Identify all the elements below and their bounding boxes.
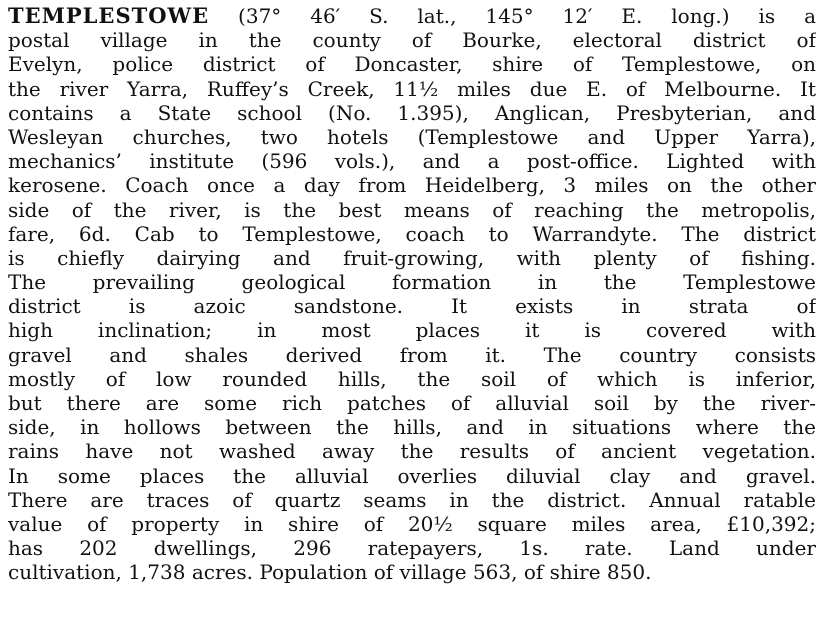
text-line-16: mostly of low rounded hills, the soil of which is inferior, [8, 366, 816, 391]
text-line-22: value of property in shire of 20½ square miles area, £10,392; [8, 511, 816, 536]
text-line-4: the river Yarra, Ruffey’s Creek, 11½ miles due E. of Melbourne. It [8, 76, 816, 101]
text-line-11: is chiefly dairying and fruit-growing, with plenty of fishing. [8, 245, 816, 270]
text-line-18: side, in hollows between the hills, and in situations where the [8, 415, 816, 440]
text-line-17: but there are some rich patches of alluvial soil by the river- [8, 391, 816, 415]
text-line-5: contains a State school (No. 1.395), Anglican, Presbyterian, and [8, 100, 816, 125]
text-line-24: cultivation, 1,738 acres. Population of village 563, of shire 850. [8, 560, 652, 585]
text-line-6: Wesleyan churches, two hotels (Templestowe and Upper Yarra), [8, 124, 816, 149]
text-line-23: has 202 dwellings, 296 ratepayers, 1s. rate. Land under [8, 536, 816, 561]
text-line-1 [8, 4, 816, 28]
text-line-15: gravel and shales derived from it. The country consists [8, 342, 816, 367]
text-line-1-rest: (37° 46′ S. lat., 145° 12′ E. long.) is a [209, 4, 816, 28]
text-line-7: mechanics’ institute (596 vols.), and a post-office. Lighted with [8, 149, 816, 174]
gazetteer-entry [8, 4, 816, 585]
text-line-20: In some places the alluvial overlies diluvial clay and gravel. [8, 463, 816, 488]
text-line-2: postal village in the county of Bourke, electoral district of [8, 28, 816, 53]
text-line-10: fare, 6d. Cab to Templestowe, coach to Warrandyte. The district [8, 221, 816, 246]
text-line-19: rains have not washed away the results of ancient vegetation. [8, 439, 816, 464]
text-line-12: The prevailing geological formation in the Templestowe [8, 270, 816, 295]
text-line-9: side of the river, is the best means of reaching the metropolis, [8, 197, 816, 222]
text-line-21: There are traces of quartz seams in the district. Annual ratable [8, 487, 816, 512]
text-line-8: kerosene. Coach once a day from Heidelberg, 3 miles on the other [8, 173, 816, 198]
text-line-14: high inclination; in most places it is covered with [8, 318, 816, 343]
text-line-3: Evelyn, police district of Doncaster, shire of Templestowe, on [8, 52, 816, 77]
headword: TEMPLESTOWE [8, 4, 210, 28]
text-line-13: district is azoic sandstone. It exists in strata of [8, 294, 816, 319]
